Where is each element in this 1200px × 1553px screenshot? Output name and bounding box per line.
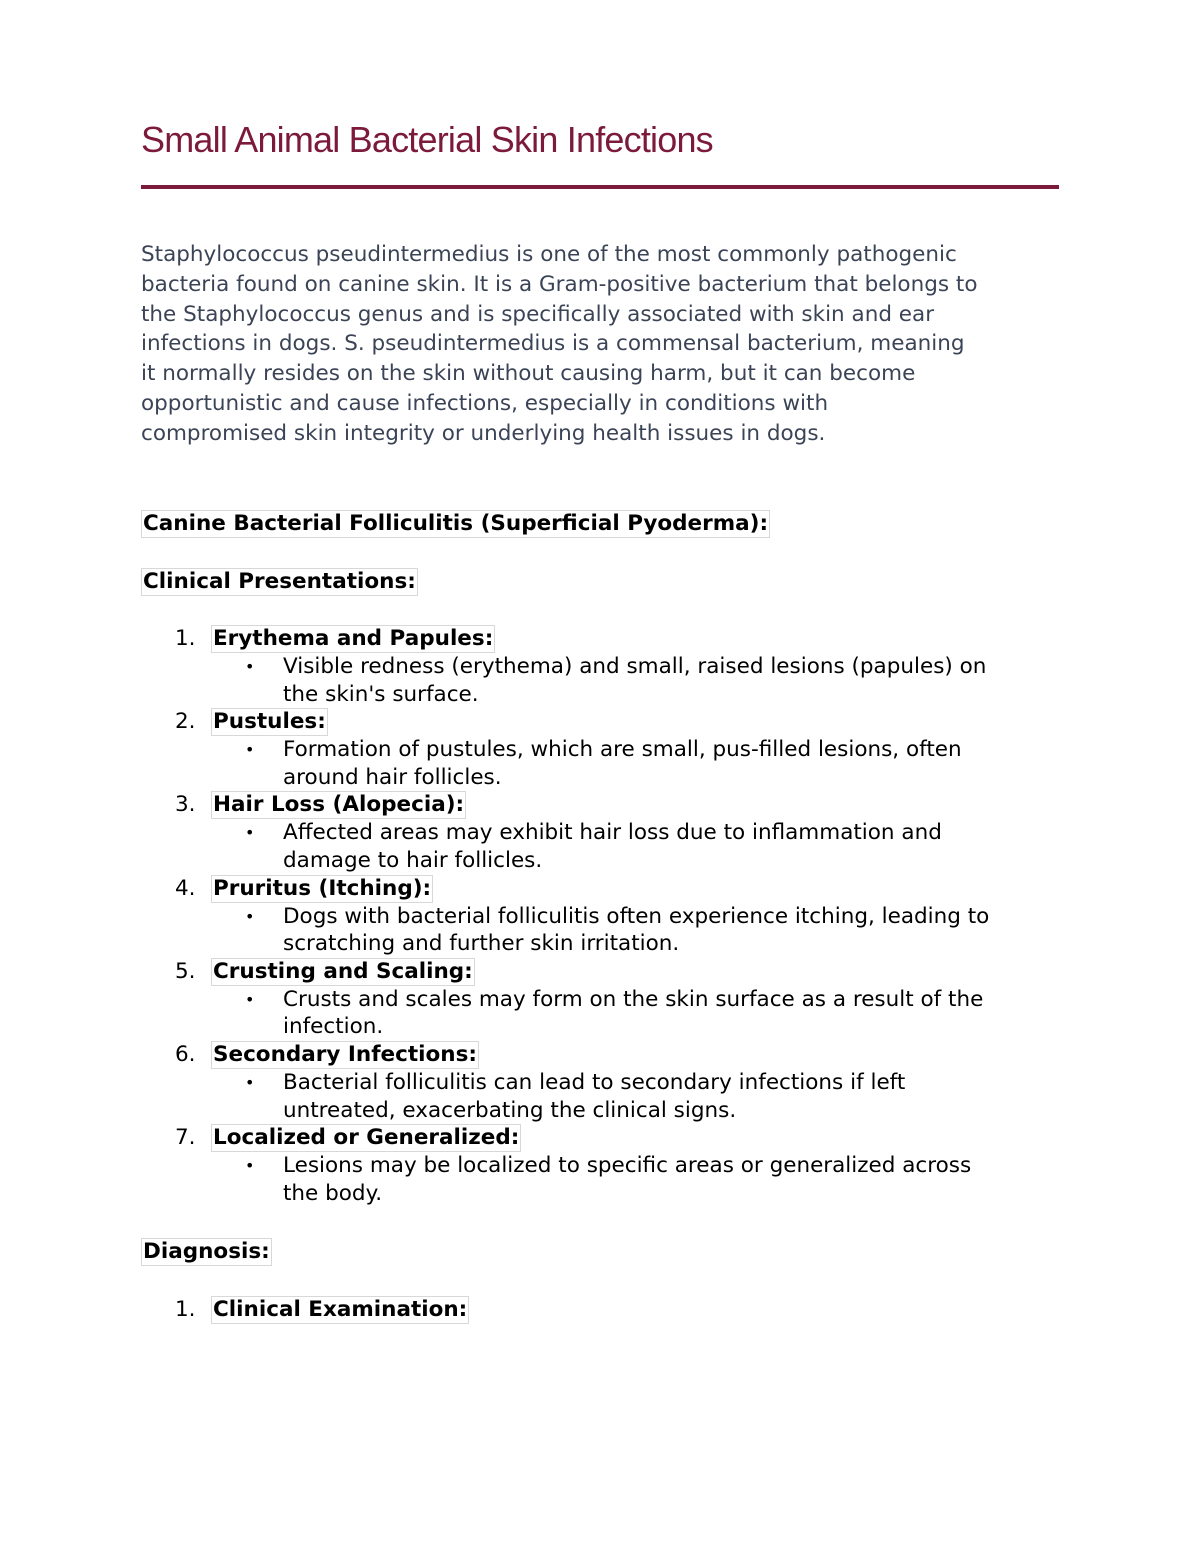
list-number: 1. bbox=[175, 1297, 196, 1322]
bullet-dot-icon: • bbox=[245, 1072, 255, 1092]
list-item bbox=[141, 1124, 1071, 1207]
list-item-bullet-text: Dogs with bacterial folliculitis often experience itching, leading to scratching and further skin irritation. bbox=[283, 903, 990, 957]
list-item-bullet-text: Visible redness (erythema) and small, raised lesions (papules) on the skin's surface. bbox=[283, 654, 987, 707]
list-number: 6. bbox=[175, 1041, 196, 1067]
bullet-dot-icon: • bbox=[245, 989, 255, 1009]
list-item bbox=[141, 708, 1071, 791]
section-heading-text: Canine Bacterial Folliculitis (Superficial Pyoderma): bbox=[143, 511, 769, 536]
list-item-bullet-text: Bacterial folliculitis can lead to secondary infections if left untreated, exacerbating the clinical signs. bbox=[283, 1069, 906, 1123]
list-item-bullet bbox=[245, 653, 1071, 708]
list-item bbox=[141, 791, 1071, 874]
list-item-bullet-text: Lesions may be localized to specific areas or generalized across the body. bbox=[283, 1153, 972, 1206]
list-item-title: Pruritus (Itching): bbox=[213, 875, 432, 901]
list-item-title: Localized or Generalized: bbox=[213, 1125, 520, 1151]
diagnosis-list bbox=[141, 1296, 1071, 1324]
list-number: 3. bbox=[175, 792, 196, 818]
list-item-title: Secondary Infections: bbox=[213, 1041, 477, 1067]
bullet-dot-icon: • bbox=[245, 1156, 255, 1176]
list-item-bullet bbox=[245, 736, 1071, 791]
title-underline bbox=[141, 185, 1059, 189]
list-item-title: Clinical Examination: bbox=[213, 1297, 468, 1322]
bullet-dot-icon: • bbox=[245, 740, 255, 760]
list-item bbox=[141, 625, 1071, 708]
section-heading bbox=[141, 510, 770, 538]
list-item-title: Hair Loss (Alopecia): bbox=[213, 792, 465, 818]
list-item-bullet bbox=[245, 1152, 1071, 1207]
list-number: 1. bbox=[175, 626, 196, 651]
intro-paragraph: Staphylococcus pseudintermedius is one of the most commonly pathogenic bacteria found on canine skin. It is a Gram-positive bacterium that belongs to the Staphylococcus genus and is specifically associated with skin and ear infections in dogs. S. pseudintermedius is a commensal bacterium, meaning it normally resides on the skin without causing harm, but it can become opportunistic and cause infections, especially in conditions with compromised skin integrity or underlying health issues in dogs. bbox=[141, 242, 978, 446]
list-item bbox=[141, 1041, 1071, 1124]
bullet-dot-icon: • bbox=[245, 823, 255, 843]
list-number: 7. bbox=[175, 1125, 196, 1151]
document-title: Small Animal Bacterial Skin Infections bbox=[141, 119, 713, 160]
list-number: 5. bbox=[175, 958, 196, 984]
diagnosis-heading bbox=[141, 1238, 272, 1266]
list-item bbox=[141, 875, 1071, 958]
list-number: 4. bbox=[175, 875, 196, 901]
list-item-bullet-text: Formation of pustules, which are small, pus-filled lesions, often around hair follicles. bbox=[283, 737, 962, 790]
list-number: 2. bbox=[175, 709, 196, 735]
list-item-bullet-text: Crusts and scales may form on the skin surface as a result of the infection. bbox=[283, 986, 984, 1040]
list-item-bullet bbox=[245, 986, 1071, 1041]
list-item-bullet-text: Affected areas may exhibit hair loss due to inflammation and damage to hair follicles. bbox=[283, 820, 942, 873]
list-item bbox=[141, 958, 1071, 1041]
clinical-presentations-list bbox=[141, 625, 1071, 1207]
list-item bbox=[141, 1296, 1071, 1324]
clinical-presentations-heading-text: Clinical Presentations: bbox=[143, 569, 416, 594]
list-item-title: Crusting and Scaling: bbox=[213, 958, 473, 984]
bullet-dot-icon: • bbox=[245, 906, 255, 926]
list-item-title: Erythema and Papules: bbox=[213, 626, 494, 651]
diagnosis-heading-text: Diagnosis: bbox=[143, 1239, 270, 1264]
bullet-dot-icon: • bbox=[245, 657, 255, 676]
clinical-presentations-heading bbox=[141, 568, 418, 596]
list-item-bullet bbox=[245, 1069, 1071, 1124]
list-item-title: Pustules: bbox=[213, 709, 326, 735]
list-item-bullet bbox=[245, 819, 1071, 874]
list-item-bullet bbox=[245, 903, 1071, 958]
